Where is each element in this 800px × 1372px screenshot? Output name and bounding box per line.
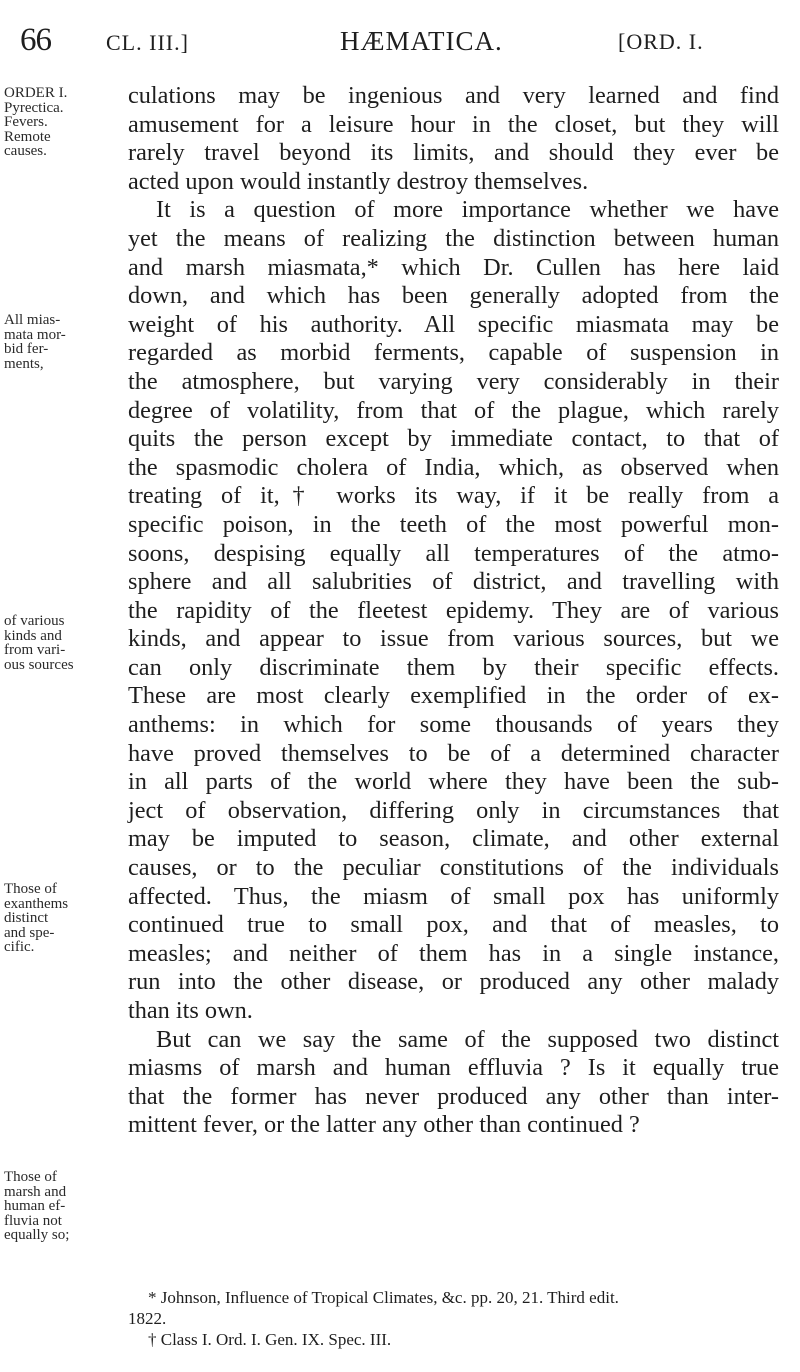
text-line: regarded as morbid ferments, capable of suspension in	[128, 339, 779, 367]
margin-note-line: Fevers.	[4, 114, 48, 130]
text-line: acted upon would instantly destroy themselves.	[128, 167, 589, 195]
order-reference: [ORD. I.	[618, 29, 704, 54]
margin-note-line: equally so;	[4, 1227, 70, 1243]
text-line: can only discriminate them by their specific effects.	[128, 653, 779, 681]
margin-note-line: bid fer-	[4, 341, 49, 357]
text-line: the spasmodic cholera of India, which, as observed when	[128, 453, 779, 481]
footnotes	[128, 1287, 779, 1350]
margin-note-line: exanthems	[4, 895, 69, 912]
margin-note-line: and spe-	[4, 924, 55, 941]
margin-note-marsh	[4, 1170, 124, 1243]
margin-note-line: fluvia not	[4, 1212, 62, 1229]
margin-note-exanthems	[4, 882, 124, 955]
text-line: amusement for a leisure hour in the closet, but they will	[128, 110, 779, 138]
text-line: specific poison, in the teeth of the most powerful mon-	[128, 510, 779, 538]
page-number: 66	[20, 22, 51, 58]
text-line: miasms of marsh and human effluvia ? Is it equally true	[128, 1054, 779, 1082]
text-line: culations may be ingenious and very learned and find	[128, 82, 779, 109]
text-line: have proved themselves to be of a determined character	[128, 739, 779, 767]
text-line: affected. Thus, the miasm of small pox has uniformly	[128, 882, 779, 910]
margin-note-miasmata	[4, 313, 124, 371]
footnote-continuation: 1822.	[128, 1309, 167, 1328]
text-line: that the former has never produced any other than inter-	[128, 1082, 779, 1110]
margin-note-line: mata mor-	[4, 326, 66, 343]
text-line: anthems: in which for some thousands of years they	[128, 711, 779, 739]
text-line: than its own.	[128, 997, 253, 1024]
text-line: sphere and all salubrities of district, and travelling with	[128, 568, 779, 596]
footnote: * Johnson, Influence of Tropical Climates, &c. pp. 20, 21. Third edit.	[148, 1288, 619, 1307]
text-line: degree of volatility, from that of the plague, which rarely	[128, 396, 779, 424]
text-line: measles; and neither of them has in a single instance,	[128, 939, 779, 967]
text-line: may be imputed to season, climate, and other external	[128, 825, 779, 853]
margin-note-line: ous sources	[4, 656, 74, 673]
text-line: in all parts of the world where they have been the sub-	[128, 768, 779, 796]
body-text	[128, 82, 779, 1140]
margin-note-line: All mias-	[4, 312, 61, 328]
margin-note-various-kinds	[4, 614, 124, 672]
margin-note-line: of various	[4, 613, 65, 629]
text-line: These are most clearly exemplified in the order of ex-	[128, 682, 779, 710]
text-line: treating of it,† works its way, if it be really from a	[128, 482, 779, 510]
footnote: † Class I. Ord. I. Gen. IX. Spec. III.	[148, 1330, 392, 1349]
text-line: quits the person except by immediate contact, to that of	[128, 425, 779, 453]
text-line: causes, or to the peculiar constitutions of the individuals	[128, 854, 779, 882]
margin-note-line: from vari-	[4, 642, 66, 658]
margin-note-line: causes.	[4, 143, 47, 159]
text-line: down, and which has been generally adopted from the	[128, 282, 779, 310]
page-header	[0, 22, 800, 62]
margin-note-line: Those of	[4, 1169, 57, 1185]
text-line: run into the other disease, or produced any other malady	[128, 968, 779, 996]
margin-note-line: Remote	[4, 128, 51, 145]
text-line: weight of his authority. All specific miasmata may be	[128, 310, 779, 338]
text-line: mittent fever, or the latter any other than continued ?	[128, 1111, 640, 1139]
margin-note-line: cific.	[4, 939, 35, 955]
margin-note-line: marsh and	[4, 1183, 67, 1200]
text-line: the rapidity of the fleetest epidemy. They are of various	[128, 596, 779, 624]
margin-note-line: ments,	[4, 355, 44, 372]
margin-note-order	[4, 86, 124, 159]
class-reference: CL. III.]	[106, 30, 189, 55]
text-line: rarely travel beyond its limits, and should they ever be	[128, 139, 779, 167]
margin-note-line: human ef-	[4, 1198, 66, 1214]
text-line: soons, despising equally all temperatures of the atmo-	[128, 539, 779, 567]
text-line: the atmosphere, but varying very considerably in their	[128, 367, 779, 395]
margin-note-line: Pyrectica.	[4, 99, 64, 116]
running-title: HÆMATICA.	[340, 26, 503, 56]
text-line: ject of observation, differing only in circumstances that	[128, 796, 779, 824]
text-line: and marsh miasmata,* which Dr. Cullen has here laid	[128, 253, 779, 281]
text-line: But can we say the same of the supposed two distinct	[156, 1025, 779, 1053]
text-line: kinds, and appear to issue from various sources, but we	[128, 625, 779, 653]
margin-note-line: Those of	[4, 881, 57, 897]
text-line: continued true to small pox, and that of measles, to	[128, 911, 779, 939]
margin-note-line: distinct	[4, 910, 49, 926]
margin-note-line: ORDER I.	[4, 85, 68, 101]
margin-note-line: kinds and	[4, 627, 62, 644]
text-line: It is a question of more importance whether we have	[156, 196, 779, 224]
text-line: yet the means of realizing the distinction between human	[128, 224, 779, 252]
